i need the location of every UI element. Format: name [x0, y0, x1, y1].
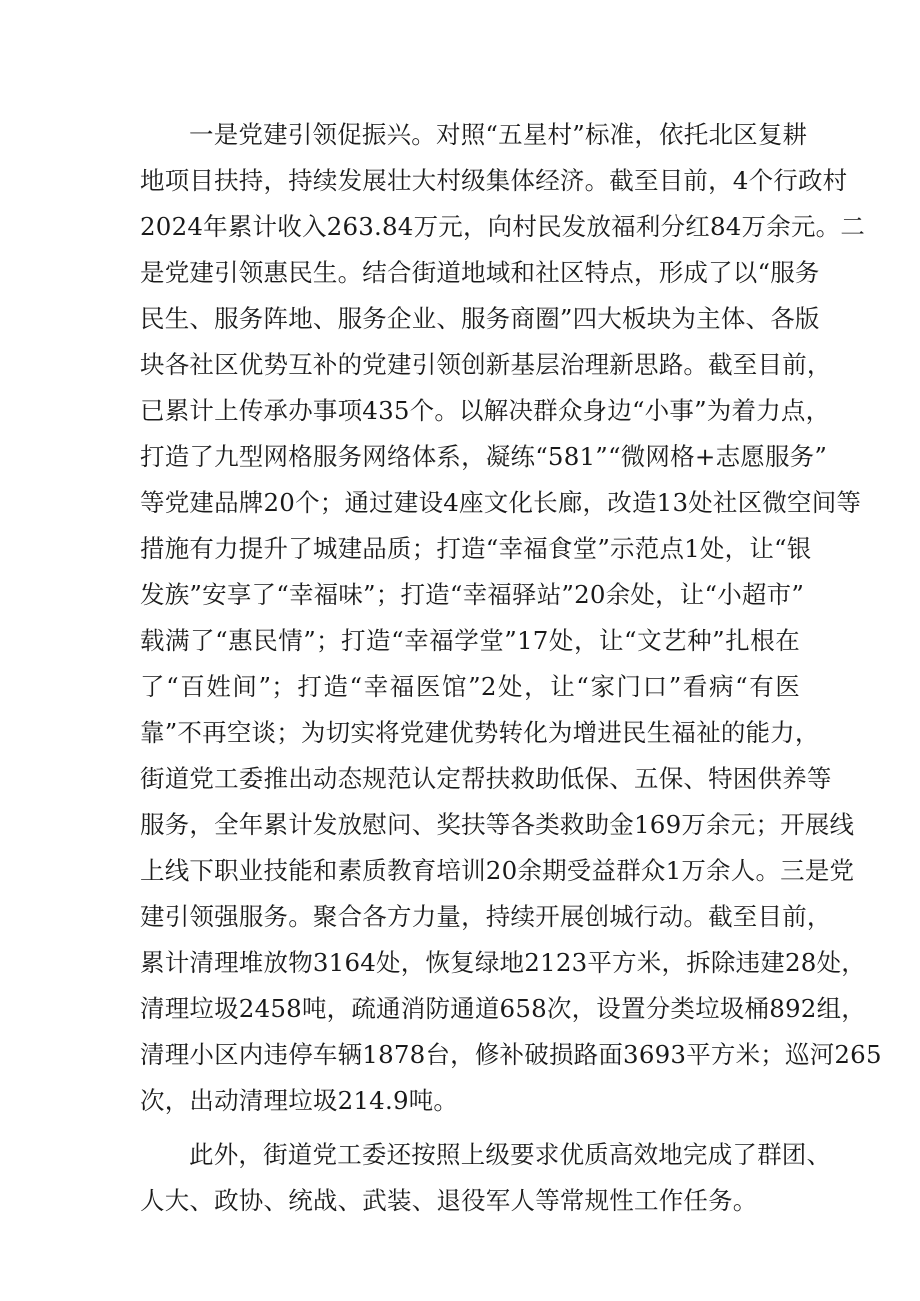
text-line: 2024年累计收入263.84万元，向村民发放福利分红84万余元。二 [140, 212, 866, 241]
paragraph-party-building [140, 112, 882, 1124]
text-line: 上线下职业技能和素质教育培训20余期受益群众1万余人。三是党 [140, 856, 855, 885]
text-line: 是党建引领惠民生。结合街道地域和社区特点，形成了以“服务 [140, 258, 820, 287]
text-line: 地项目扶持，持续发展壮大村级集体经济。截至目前，4个行政村 [140, 166, 848, 195]
text-line: 发族”安享了“幸福味”；打造“幸福驿站”20余处，让“小超市” [140, 580, 805, 609]
text-line: 措施有力提升了城建品质；打造“幸福食堂”示范点1处，让“银 [140, 534, 812, 563]
text-line: 此外，街道党工委还按照上级要求优质高效地完成了群团、 [189, 1140, 832, 1169]
text-line: 了“百姓间”；打造“幸福医馆”2处，让“家门口”看病“有医 [140, 672, 800, 701]
document-body [140, 112, 882, 1224]
text-line: 块各社区优势互补的党建引领创新基层治理新思路。截至目前， [140, 350, 832, 379]
text-line: 载满了“惠民情”；打造“幸福学堂”17处，让“文艺种”扎根在 [140, 626, 800, 655]
text-line: 一是党建引领促振兴。对照“五星村”标准，依托北区复耕 [189, 120, 808, 149]
paragraph-other-tasks [140, 1132, 832, 1224]
text-line: 已累计上传承办事项435个。以解决群众身边“小事”为着力点， [140, 396, 831, 425]
text-line: 清理垃圾2458吨，疏通消防通道658次，设置分类垃圾桶892组， [140, 994, 866, 1023]
text-line: 民生、服务阵地、服务企业、服务商圈”四大板块为主体、各版 [140, 304, 820, 333]
text-line: 清理小区内违停车辆1878台，修补破损路面3693平方米；巡河265 [140, 1040, 882, 1069]
text-line: 靠”不再空谈；为切实将党建优势转化为增进民生福祉的能力， [140, 718, 820, 747]
text-line: 等党建品牌20个；通过建设4座文化长廊，改造13处社区微空间等 [140, 488, 862, 517]
text-line: 街道党工委推出动态规范认定帮扶救助低保、五保、特困供养等 [140, 764, 832, 793]
text-line: 服务，全年累计发放慰问、奖扶等各类救助金169万余元；开展线 [140, 810, 855, 839]
paragraph-gap [140, 1124, 800, 1132]
text-line: 人大、政协、统战、武装、退役军人等常规性工作任务。 [140, 1186, 758, 1215]
text-line: 累计清理堆放物3164处，恢复绿地2123平方米，拆除违建28处， [140, 948, 866, 977]
text-line: 建引领强服务。聚合各方力量，持续开展创城行动。截至目前， [140, 902, 832, 931]
text-line: 次，出动清理垃圾214.9吨。 [140, 1086, 459, 1115]
text-line: 打造了九型网格服务网络体系，凝练“581”“微网格+志愿服务” [140, 442, 828, 471]
